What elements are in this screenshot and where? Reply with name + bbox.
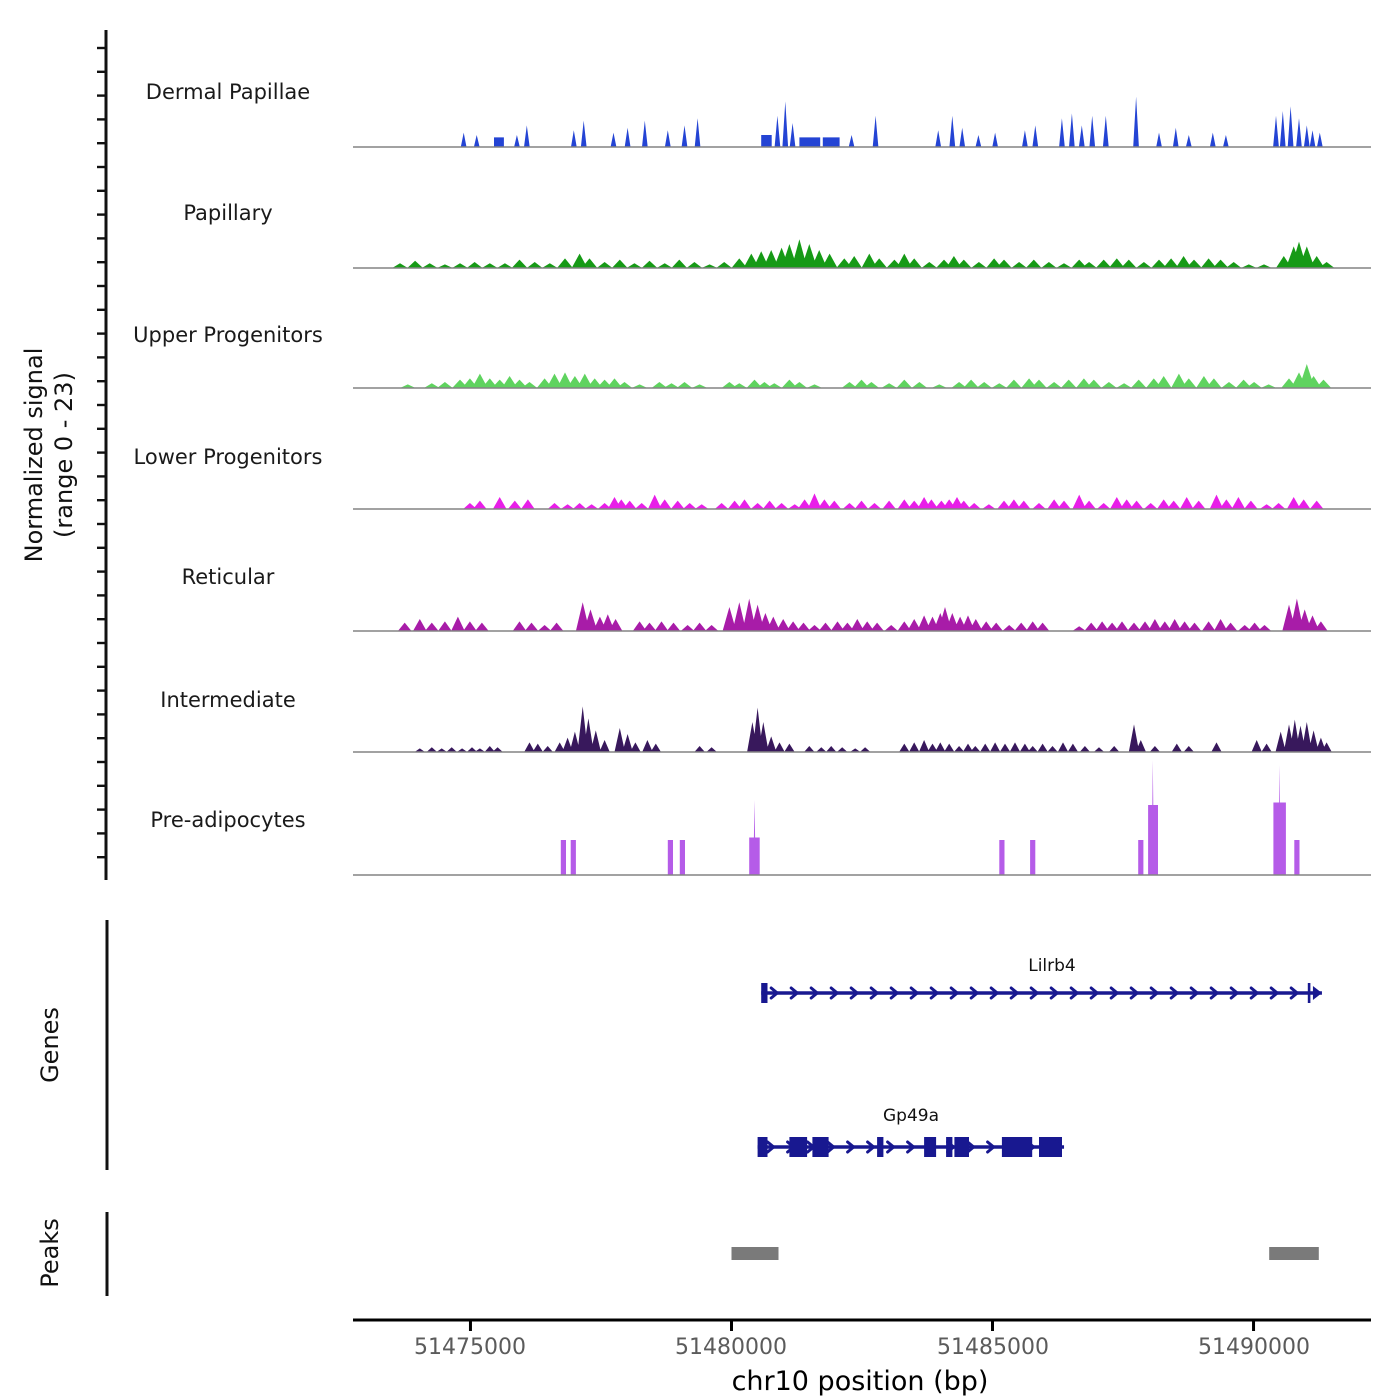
track-label-lower-progenitors: Lower Progenitors: [133, 445, 323, 469]
gene-end-arrow: [1313, 986, 1322, 1000]
gene-exon: [812, 1137, 828, 1157]
signal-track-7: [353, 760, 1371, 875]
track-label-pre-adipocytes: Pre-adipocytes: [150, 808, 306, 832]
y-axis-label-line1: Normalized signal: [20, 347, 48, 563]
signal-area: [392, 239, 1334, 268]
signal-area: [461, 97, 1323, 147]
gene-lilrb4: [761, 983, 1322, 1003]
peaks-track: [732, 1247, 1319, 1260]
signal-area: [398, 599, 1328, 631]
signal-track-2: [353, 239, 1371, 268]
signal-track-3: [353, 364, 1371, 388]
track-label-dermal-papillae: Dermal Papillae: [145, 80, 311, 104]
gene-gp49a: [758, 1137, 1064, 1157]
y-axis-label-line2: (range 0 - 23): [50, 372, 78, 538]
gene-exon: [1308, 983, 1311, 1003]
track-label-papillary: Papillary: [183, 201, 273, 225]
x-axis: [353, 1320, 1371, 1331]
gene-exon: [789, 1137, 807, 1157]
signal-area: [463, 493, 1323, 509]
axis-brackets: [97, 30, 107, 1296]
peak-region: [732, 1247, 779, 1260]
track-label-intermediate: Intermediate: [160, 688, 296, 712]
x-tick-label-51485000: 51485000: [937, 1335, 1049, 1360]
x-tick-label-51475000: 51475000: [414, 1335, 526, 1360]
signal-track-4: [353, 493, 1371, 509]
genes-section-label: Genes: [36, 1007, 64, 1083]
gene-models: [758, 983, 1322, 1157]
gene-exon: [761, 983, 767, 1003]
x-tick-label-51490000: 51490000: [1198, 1335, 1310, 1360]
peaks-section-label: Peaks: [36, 1218, 64, 1288]
signal-track-6: [353, 706, 1371, 752]
signal-area: [561, 760, 1300, 875]
gene-exon: [877, 1137, 883, 1157]
signal-area: [415, 706, 1332, 752]
signal-tracks: [353, 97, 1371, 875]
gene-label-lilrb4: Lilrb4: [1028, 956, 1076, 976]
gene-exon: [946, 1137, 952, 1157]
signal-track-1: [353, 97, 1371, 147]
gene-exon: [758, 1137, 768, 1157]
track-label-reticular: Reticular: [181, 565, 275, 589]
signal-area: [400, 364, 1331, 388]
track-label-upper-progenitors: Upper Progenitors: [133, 323, 323, 347]
gene-label-gp49a: Gp49a: [882, 1106, 940, 1126]
x-axis-title: chr10 position (bp): [731, 1366, 989, 1397]
gene-exon: [1002, 1137, 1032, 1157]
x-tick-label-51480000: 51480000: [675, 1335, 787, 1360]
signal-track-5: [353, 599, 1371, 631]
peak-region: [1269, 1247, 1319, 1260]
gene-exon: [954, 1137, 969, 1157]
gene-exon: [924, 1137, 936, 1157]
